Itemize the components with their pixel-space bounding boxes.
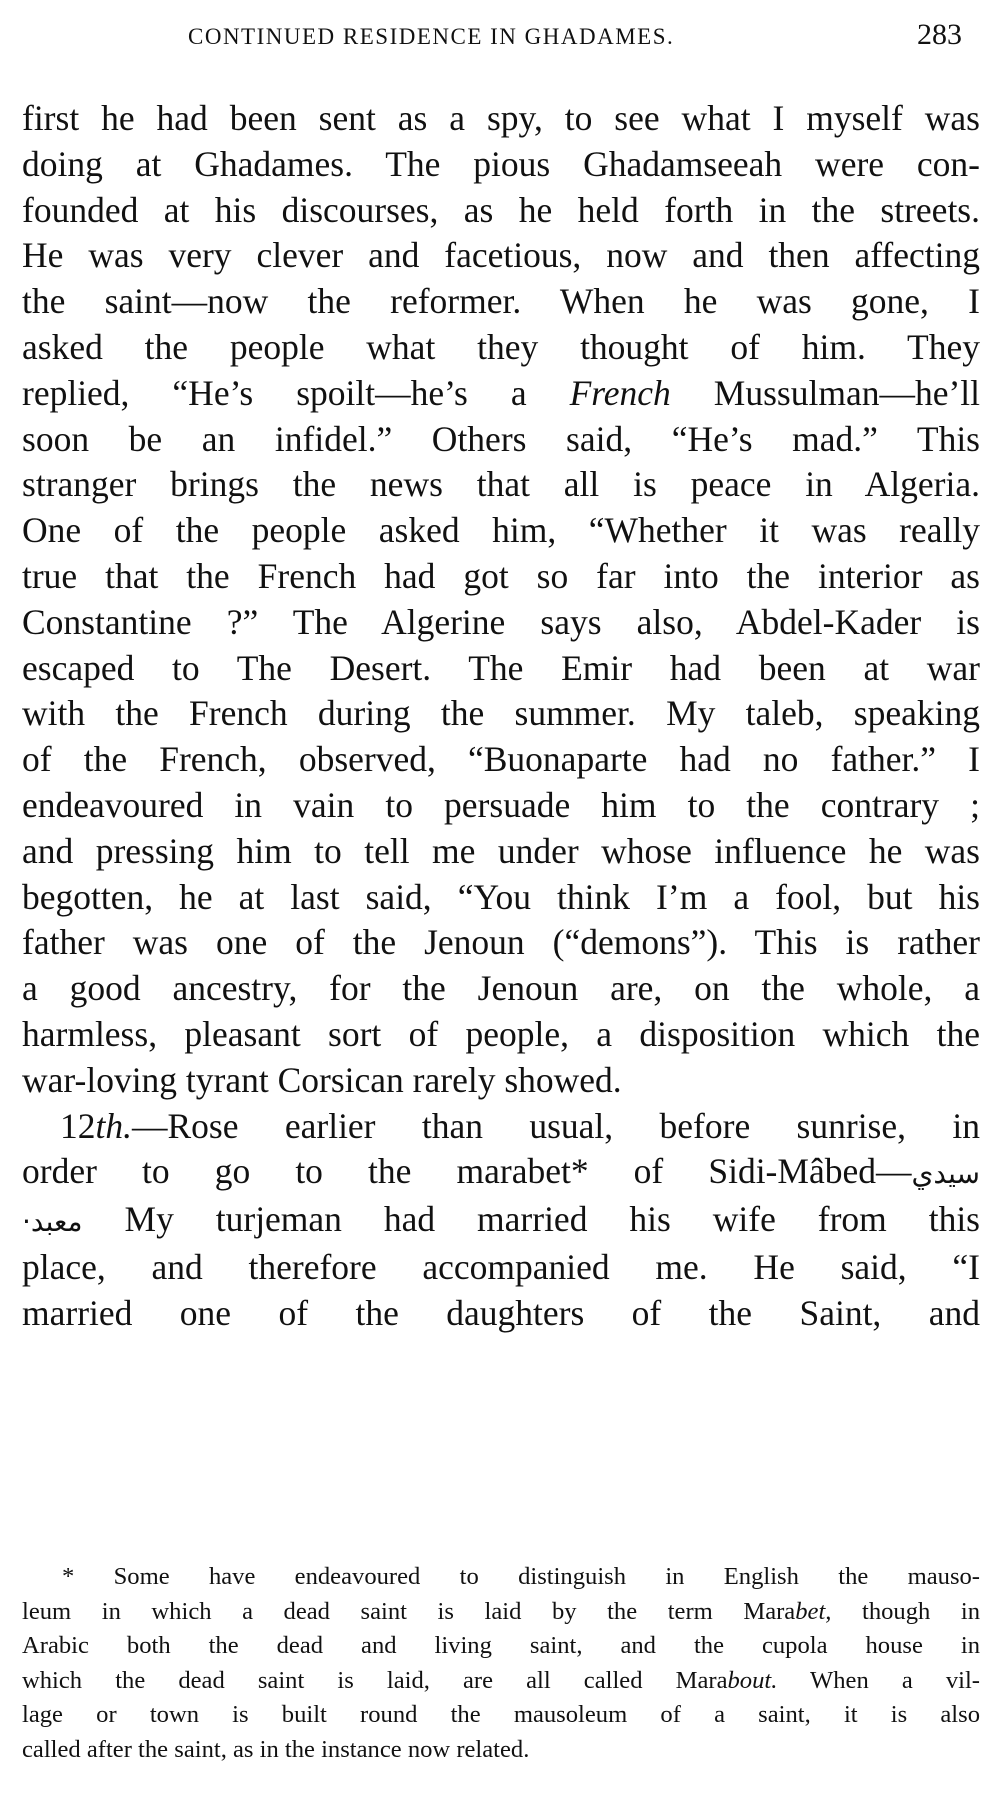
italic-word: French	[569, 372, 671, 413]
text-line: with the French during the summer. My taleb, speaking	[22, 693, 980, 734]
footnote-line: Arabic both the dead and living saint, and the cupola house in	[22, 1632, 980, 1659]
text-line: true that the French had got so far into the interior as	[22, 555, 980, 596]
text-line	[22, 1104, 980, 1150]
text-line	[22, 371, 980, 417]
body-text	[22, 96, 980, 1337]
text-line: doing at Ghadames. The pious Ghadamseeah were con-	[22, 143, 980, 184]
text-line: soon be an infidel.” Others said, “He’s mad.” This	[22, 418, 980, 459]
line-start: order to go to the marabet* of Sidi-Mâbed—	[22, 1151, 912, 1192]
text-line: the saint—now the reformer. When he was gone, I	[22, 281, 980, 322]
line-start: leum in which a dead saint is laid by the term Mara	[22, 1597, 796, 1625]
italic-word: bout.	[727, 1666, 778, 1694]
text-line	[22, 1197, 980, 1245]
footnote-line: lage or town is built round the mausoleum of a saint, it is also	[22, 1701, 980, 1728]
text-line: founded at his discourses, as he held forth in the streets.	[22, 189, 980, 230]
text-line: begotten, he at last said, “You think I’m a fool, but his	[22, 876, 980, 917]
running-title: CONTINUED RESIDENCE IN GHADAMES.	[188, 24, 675, 49]
line-start: which the dead saint is laid, are all called Mara	[22, 1666, 728, 1694]
line-end: though in	[831, 1597, 981, 1625]
text-line: One of the people asked him, “Whether it was really	[22, 510, 980, 551]
line-start: replied, “He’s spoilt—he’s a	[22, 372, 527, 413]
text-line: father was one of the Jenoun (“demons”). This is rather	[22, 922, 980, 963]
italic-word: bet,	[795, 1597, 832, 1625]
footnote	[22, 1560, 980, 1767]
footnote-line	[22, 1664, 980, 1699]
line-end: My turjeman had married his wife from this	[82, 1199, 980, 1240]
footnote-line: called after the saint, as in the instance now related.	[22, 1735, 530, 1763]
line-end: Mussulman—he’ll	[713, 372, 981, 413]
text-line	[22, 1149, 980, 1197]
page-number: 283	[917, 18, 962, 51]
text-line: harmless, pleasant sort of people, a disposition which the	[22, 1013, 980, 1054]
line-end: —Rose earlier than usual, before sunrise, in	[132, 1105, 980, 1146]
text-line: and pressing him to tell me under whose influence he was	[22, 830, 980, 871]
date-suffix: th.	[95, 1105, 132, 1146]
text-line: war-loving tyrant Corsican rarely showed.	[22, 1059, 622, 1100]
text-line: first he had been sent as a spy, to see what I myself was	[22, 98, 980, 138]
arabic-word-mabed: معبد·	[22, 1205, 83, 1239]
text-line: a good ancestry, for the Jenoun are, on the whole, a	[22, 968, 980, 1009]
text-line: escaped to The Desert. The Emir had been at war	[22, 647, 980, 688]
text-line: He was very clever and facetious, now and then affecting	[22, 235, 980, 276]
line-end: When a vil-	[777, 1666, 980, 1694]
running-head	[0, 18, 1000, 58]
text-line: endeavoured in vain to persuade him to the contrary ;	[22, 784, 980, 825]
text-line: of the French, observed, “Buonaparte had no father.” I	[22, 739, 980, 780]
text-line: Constantine ?” The Algerine says also, Abdel-Kader is	[22, 601, 980, 642]
footnote-line: * Some have endeavoured to distinguish in English the mauso-	[62, 1563, 980, 1590]
arabic-word-sidi: سيدي	[911, 1157, 980, 1191]
text-line: place, and therefore accompanied me. He said, “I	[22, 1246, 980, 1287]
date-number: 12	[60, 1105, 96, 1146]
text-line: stranger brings the news that all is peace in Algeria.	[22, 464, 980, 505]
footnote-line	[22, 1595, 980, 1630]
text-line: asked the people what they thought of him. They	[22, 326, 980, 367]
text-line: married one of the daughters of the Saint, and	[22, 1292, 980, 1333]
